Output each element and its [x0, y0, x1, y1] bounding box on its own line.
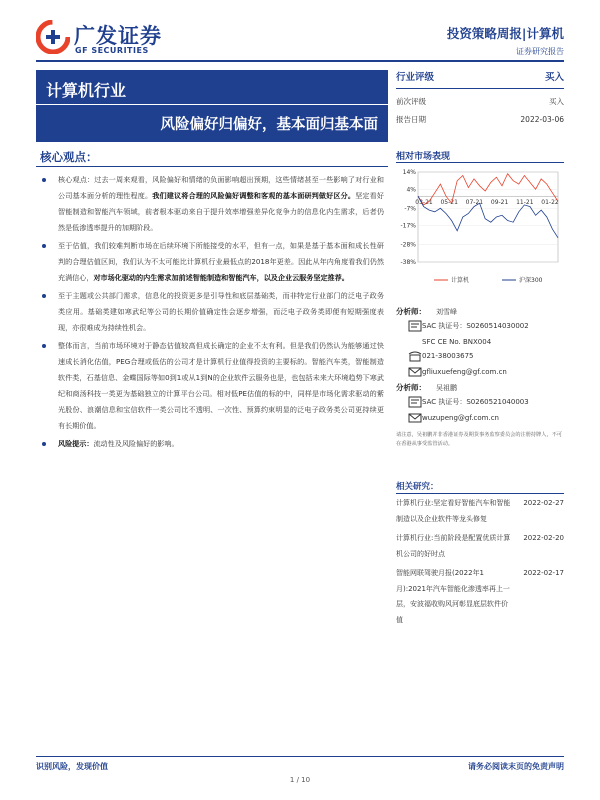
analyst-email[interactable]: wuzupeng@gf.com.cn: [422, 414, 499, 422]
analyst-sac-row: [396, 319, 564, 335]
x-tick-label: 01-22: [541, 199, 559, 207]
analyst-email-row: [396, 365, 564, 381]
related-research-list: [396, 496, 564, 632]
related-date: 2022-02-20: [523, 534, 564, 542]
banner-divider: [36, 104, 388, 105]
core-view-list: [40, 172, 384, 454]
report-title: 风险偏好归偏好，基本面归基本面: [160, 116, 378, 133]
series-line: [418, 196, 558, 238]
header-divider: [36, 60, 564, 62]
email-icon: [408, 366, 422, 378]
related-item[interactable]: [396, 531, 564, 562]
rating-label: 行业评级: [396, 72, 435, 83]
prev-rating-row: [396, 93, 564, 111]
report-category: 证券研究报告: [516, 47, 564, 56]
bullet-bold-text: 我们建议将合理的风险偏好调整和客观的基本面研判做好区分。: [152, 191, 356, 200]
analyst-label: 分析师：: [396, 307, 426, 316]
bullet-text: 至于估值，我们较难判断市场在后续环境下所能接受的水平，但有一点，如果是基于基本面和成长性研判的合理估值区间，我们认为不太可能比计算机行业最低点的2018年更差。因此从年内角度看我们仍然充满信心，: [58, 241, 384, 282]
bullet-dot-icon: [42, 178, 46, 182]
chart-frame: [418, 172, 558, 262]
analyst-sfc-row: [396, 335, 564, 349]
bullet-dot-icon: [42, 344, 46, 348]
report-date-label: 报告日期: [396, 115, 426, 124]
analyst-phone: 021-38003675: [422, 352, 474, 360]
related-item[interactable]: [396, 496, 564, 527]
legend-label: 沪深300: [519, 277, 543, 284]
prev-rating-value: 买入: [549, 97, 564, 106]
report-date-row: [396, 111, 564, 129]
related-title[interactable]: 计算机行业:坚定看好智能汽车和智能制造以及企业软件等龙头修复: [396, 499, 511, 523]
bullet-text: 整体而言，当前市场环境对于静态估值较高但成长确定的企业不太有利。但是我们仍然认为能够通过快速成长消化估值，PEG合理或低估的公司才是计算机行业值得投资的主要标的。智能汽车类，智能制造软件类，石基信息、金蝶国际等如0到1或从1到N的企业软件云服务也是，也包括未来大环境趋势下寒武纪和商汤科技一类更为基础独立的计算平台公司。相对低PE估值的标的中，同样是市场化需求驱动的紫光股份、浪潮信息和宝信软件一类公司比不透明、一次性、预算约束明显的泛电子政务类公司更持续更有长期价值。: [58, 341, 384, 430]
y-tick-label: 4%: [406, 186, 416, 194]
logo-name-en: GF SECURITIES: [75, 46, 149, 55]
bullet-text: 核心观点：过去一周来观看，风险偏好和情绪的负面影响超出预期，这些情绪甚至一些影响了对行业和公司基本面分析的理性程度。: [58, 175, 384, 200]
x-tick-label: 03-21: [415, 199, 433, 207]
core-bullet: [40, 436, 384, 452]
core-view-divider: [36, 166, 388, 167]
rating-row: [396, 70, 564, 86]
core-bullet: [40, 238, 384, 286]
analyst-sac: SAC 执证号：S0260521040003: [422, 398, 529, 406]
related-divider: [396, 493, 564, 494]
analyst-name: 刘雪峰: [436, 308, 457, 316]
gf-logo-icon: [36, 20, 70, 54]
y-tick-label: -28%: [400, 241, 416, 249]
id-card-icon: [408, 396, 422, 408]
title-banner: [36, 70, 388, 142]
analyst-sac: SAC 执证号：S0260514030002: [422, 322, 529, 330]
bullet-text: 至于主题或公共部门需求，信息化的投资更多是引导性和底层基础类，而非特定行业部门的泛电子政务类应用。基础类建如寒武纪等公司的长期价值确定性会逐步增强，而泛电子政务类即便有短期强度表现，亦很难成为持续性机会。: [58, 291, 384, 332]
core-bullet: [40, 172, 384, 236]
core-bullet: [40, 338, 384, 434]
bullet-dot-icon: [42, 294, 46, 298]
bullet-tail-text: 坚定看好智能制造和智能汽车领域，前者根本驱动来自于提升效率增强差异化竞争力的信息化内生需求，后者仍然是低渗透率提升的加期阶段。: [58, 191, 385, 232]
prev-rating-label: 前次评级: [396, 97, 426, 106]
related-date: 2022-02-27: [523, 499, 564, 507]
page-number: 1 / 10: [289, 776, 311, 784]
rating-value: 买入: [544, 72, 564, 83]
x-tick-label: 05-21: [440, 199, 458, 207]
x-tick-label: 07-21: [465, 199, 484, 207]
y-tick-label: -38%: [400, 259, 416, 266]
related-title[interactable]: 计算机行业:当前阶段是配置优质计算机公司的好时点: [396, 534, 511, 558]
market-performance-heading: 相对市场表现: [396, 152, 451, 162]
analyst-email[interactable]: gfliuxuefeng@gf.com.cn: [422, 368, 507, 376]
report-type-title: 投资策略周报|计算机: [446, 26, 564, 41]
analyst-row: [396, 381, 564, 395]
analyst-sfc: SFC CE No. BNX004: [422, 338, 492, 346]
core-view-heading: 核心观点：: [40, 150, 98, 164]
x-tick-label: 11-21: [516, 199, 534, 207]
rating-divider: [396, 88, 564, 89]
bullet-dot-icon: [42, 442, 46, 446]
report-date-value: 2022-03-06: [520, 115, 564, 124]
bullet-bold-text: 对市场化驱动的内生需求加前述智能制造和智能汽车，以及企业云服务坚定推荐。: [93, 273, 349, 282]
bullet-tail-text: 流动性及风险偏好的影响。: [93, 439, 179, 448]
analyst-sac-row: [396, 395, 564, 411]
rating-panel: [396, 70, 564, 129]
company-logo: [36, 18, 176, 58]
related-date: 2022-02-17: [523, 569, 564, 577]
footer-slogan: 识别风险，发现价值: [36, 762, 108, 771]
core-bullet: [40, 288, 384, 336]
logo-name-cn: 广发证券: [74, 24, 162, 48]
y-tick-label: 14%: [402, 169, 416, 176]
bullet-bold-text: 风险提示：: [58, 439, 94, 448]
email-icon: [408, 412, 422, 424]
market-performance-chart: [396, 166, 564, 290]
phone-icon: [408, 350, 422, 362]
related-title[interactable]: 智能网联驾驶月报(2022年1月):2021年汽车智能化渗透率再上一层，安波福收购风河彰显底层软件价值: [396, 569, 510, 624]
y-tick-label: -7%: [404, 205, 416, 213]
bullet-dot-icon: [42, 244, 46, 248]
analyst-email-row: [396, 411, 564, 427]
industry-name: 计算机行业: [46, 81, 127, 100]
related-research-heading: 相关研究：: [396, 482, 439, 492]
footer-divider: [36, 756, 564, 757]
market-divider: [396, 162, 564, 163]
analyst-name: 吴祖鹏: [436, 384, 457, 392]
analyst-phone-row: [396, 349, 564, 365]
related-item[interactable]: [396, 566, 564, 628]
x-tick-label: 09-21: [490, 199, 509, 207]
legend-label: 计算机: [451, 277, 470, 284]
analyst-panel: [396, 305, 564, 449]
analyst-label: 分析师：: [396, 383, 426, 392]
analyst-disclaimer: 请注意，吴祖鹏并非香港证券及期货事务监察委员会的注册持牌人，不可在香港从事受监管活动。: [396, 432, 563, 447]
y-tick-label: -17%: [400, 222, 416, 230]
footer-disclaimer-note: 请务必阅读末页的免责声明: [468, 762, 564, 771]
id-card-icon: [408, 320, 422, 332]
analyst-row: [396, 305, 564, 319]
